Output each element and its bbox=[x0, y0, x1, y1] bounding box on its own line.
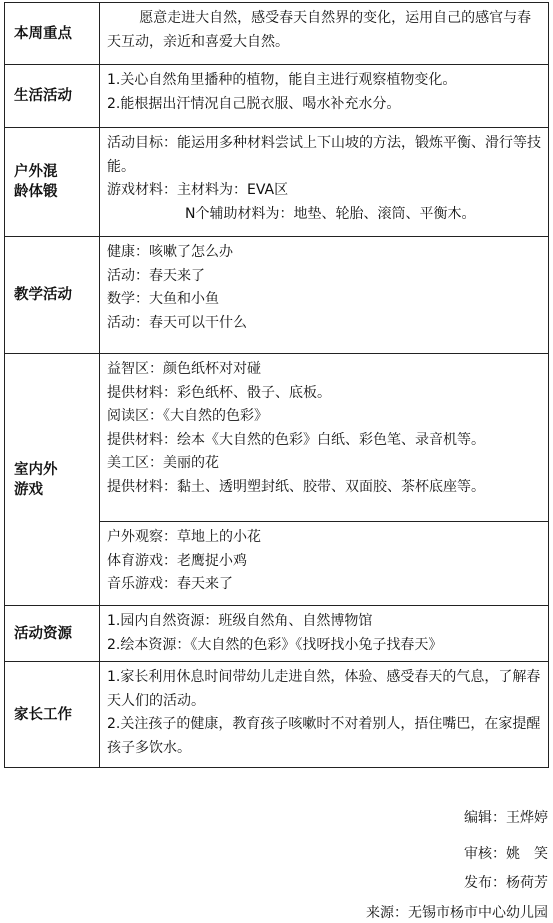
header-line: 龄体锻 bbox=[14, 184, 58, 200]
row-outdoor-exercise bbox=[5, 128, 549, 237]
row-content-teaching-activities bbox=[100, 237, 549, 354]
row-content-life-activities bbox=[100, 65, 549, 128]
list-item: 活动：春天来了 bbox=[107, 267, 205, 284]
parent-work-item: 2.关注孩子的健康，教育孩子咳嗽时不对着别人，捂住嘴巴，在家提醒孩子多饮水。 bbox=[107, 716, 541, 756]
row-weekly-focus bbox=[5, 3, 549, 65]
row-content-outdoor-exercise bbox=[100, 128, 549, 237]
row-header-weekly-focus: 本周重点 bbox=[5, 3, 100, 65]
row-header-parent-work: 家长工作 bbox=[5, 662, 100, 768]
list-item: 提供材料：黏土、透明塑封纸、胶带、双面胶、茶杯底座等。 bbox=[107, 478, 485, 495]
row-teaching-activities bbox=[5, 237, 549, 354]
row-header-life-activities: 生活活动 bbox=[5, 65, 100, 128]
row-content-outdoor-games bbox=[100, 522, 549, 606]
weekly-focus-text: 愿意走进大自然，感受春天自然界的变化，运用自己的感官与春天互动，亲近和喜爱大自然。 bbox=[107, 10, 532, 50]
list-item: 阅读区：《大自然的色彩》 bbox=[107, 408, 268, 424]
header-line: 游戏 bbox=[14, 481, 43, 498]
row-parent-work bbox=[5, 662, 549, 768]
list-item: 益智区：颜色纸杯对对碰 bbox=[107, 361, 261, 377]
list-item: 1.关心自然角里播种的植物，能自主进行观察植物变化。 bbox=[107, 72, 457, 88]
row-activity-resources bbox=[5, 606, 549, 662]
row-content-indoor-games bbox=[100, 354, 549, 522]
list-item: 数学：大鱼和小鱼 bbox=[107, 291, 219, 307]
list-item: 2.绘本资源：《大自然的色彩》《找呀找小兔子找春天》 bbox=[107, 636, 443, 653]
row-content-weekly-focus bbox=[100, 3, 549, 65]
list-item: 音乐游戏：春天来了 bbox=[107, 576, 233, 592]
list-item: 体育游戏：老鹰捉小鸡 bbox=[107, 552, 247, 569]
weekly-plan-table bbox=[4, 2, 549, 768]
row-header-games bbox=[5, 354, 100, 606]
row-content-activity-resources bbox=[100, 606, 549, 662]
activity-goal: 活动目标：能运用多种材料尝试上下山坡的方法，锻炼平衡、滑行等技能。 bbox=[107, 135, 541, 175]
list-item: 2.能根据出汗情况自己脱衣服、喝水补充水分。 bbox=[107, 95, 401, 112]
publisher-credit: 发布：杨荷芳 bbox=[464, 875, 548, 891]
row-content-parent-work bbox=[100, 662, 549, 768]
source-credit: 来源：无锡市杨市中心幼儿园 bbox=[366, 905, 548, 921]
parent-work-item: 1.家长利用休息时间带幼儿走进自然，体验、感受春天的气息，了解春天人们的活动。 bbox=[107, 669, 541, 709]
list-item: 提供材料：彩色纸杯、骰子、底板。 bbox=[107, 384, 331, 401]
game-material-main: 游戏材料：主材料为：EVA区 bbox=[107, 182, 289, 198]
row-header-activity-resources: 活动资源 bbox=[5, 606, 100, 662]
list-item: 活动：春天可以干什么 bbox=[107, 314, 247, 331]
row-header-teaching-activities: 教学活动 bbox=[5, 237, 100, 354]
row-header-outdoor-exercise bbox=[5, 128, 100, 237]
game-material-aux: N个辅助材料为：地垫、轮胎、滚筒、平衡木。 bbox=[185, 205, 476, 222]
row-life-activities bbox=[5, 65, 549, 128]
row-games-indoor bbox=[5, 354, 549, 522]
list-item: 户外观察：草地上的小花 bbox=[107, 529, 261, 545]
header-line: 户外混 bbox=[14, 164, 58, 180]
list-item: 1.园内自然资源：班级自然角、自然博物馆 bbox=[107, 613, 373, 629]
list-item: 健康：咳嗽了怎么办 bbox=[107, 244, 233, 260]
header-line: 室内外 bbox=[14, 461, 58, 478]
reviewer-credit: 审核：姚 笑 bbox=[464, 846, 548, 862]
list-item: 提供材料：绘本《大自然的色彩》白纸、彩色笔、录音机等。 bbox=[107, 431, 485, 448]
list-item: 美工区：美丽的花 bbox=[107, 455, 219, 471]
editor-credit: 编辑：王烨婷 bbox=[464, 810, 548, 826]
